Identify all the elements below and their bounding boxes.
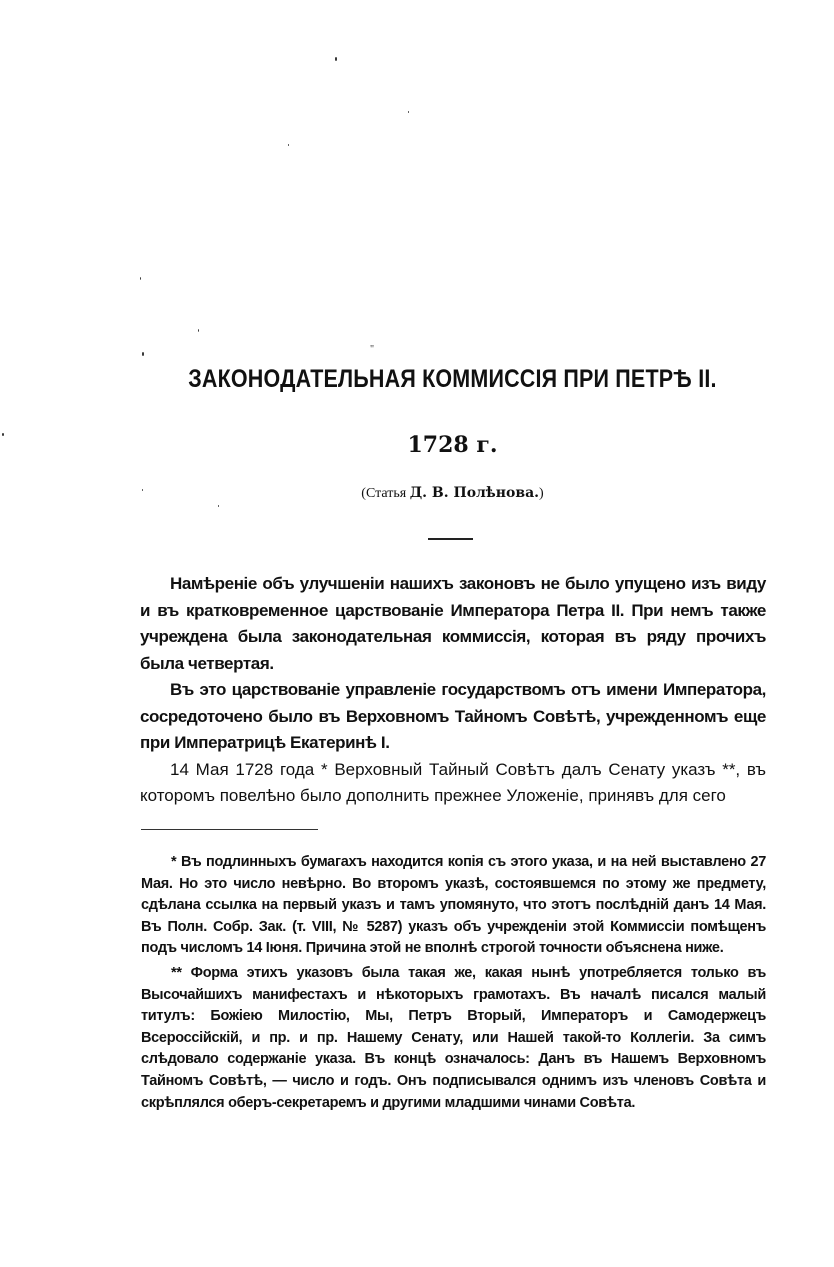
year-heading: 1728 г.	[407, 432, 498, 458]
paragraph: 14 Мая 1728 года * Верховный Тайный Совѣтъ далъ Сенату указъ **, въ которомъ повелѣно было дополнить прежнее Уложеніе, принявъ для сего	[140, 759, 766, 805]
scan-speck	[142, 352, 144, 356]
scan-speck	[2, 433, 4, 436]
scan-speck	[218, 505, 219, 507]
footnotes	[141, 852, 766, 1117]
page-title: ЗАКОНОДАТЕЛЬНАЯ КОММИССІЯ ПРИ ПЕТРѢ II.	[188, 365, 717, 393]
scan-speck	[335, 57, 337, 61]
scan-speck	[140, 277, 141, 280]
paragraph: Въ это царствованіе управленіе государствомъ отъ имени Императора, сосредоточено было въ Верховномъ Тайномъ Совѣтѣ, учрежденномъ еще при Императрицѣ Екатеринѣ I.	[140, 680, 766, 752]
footnote-divider	[141, 829, 318, 830]
scan-speck	[288, 144, 289, 146]
footnote: ** Форма этихъ указовъ была такая же, какая нынѣ употребляется только въ Высочайшихъ манифестахъ и нѣкоторыхъ грамотахъ. Въ началѣ писался малый титулъ: Божіею Милостію, Мы, Петръ Вторый, Императоръ и Самодержецъ Всероссійскій, и пр. и пр. Нашему Сенату, или Нашей такой-то Коллегіи. За симъ слѣдовало содержаніе указа. Въ концѣ означалось: Данъ въ Нашемъ Верховномъ Тайномъ Совѣтѣ, — число и годъ. Онъ подписывался однимъ изъ членовъ Совѣта и скрѣплялся оберъ-секретаремъ и другими младшими чинами Совѣта.	[141, 964, 766, 1111]
section-divider	[428, 538, 473, 540]
byline-suffix: )	[539, 486, 544, 501]
scan-speck	[198, 329, 199, 332]
author-byline	[140, 485, 765, 502]
body-text	[140, 571, 766, 810]
title-mark: "	[370, 344, 375, 355]
byline-author: Д. В. Полѣнова.	[409, 485, 540, 501]
paragraph: Намѣреніе объ улучшеніи нашихъ законовъ не было упущено изъ виду и въ кратковременное царствованіе Императора Петра II. При немъ также учреждена была законодательная коммиссія, которая въ ряду прочихъ была четвертая.	[140, 574, 766, 673]
scan-speck	[408, 111, 409, 113]
footnote: * Въ подлинныхъ бумагахъ находится копія съ этого указа, и на ней выставлено 27 Мая. Но это число невѣрно. Во второмъ указѣ, состоявшемся по этому же предмету, сдѣлана ссылка на первый указъ и тамъ упомянуто, что этотъ послѣдній данъ 14 Мая. Въ Полн. Собр. Зак. (т. VIII, № 5287) указъ объ учрежденіи этой Коммиссіи помѣщенъ подъ числомъ 14 Іюня. Причина этой не вполнѣ строгой точности объяснена ниже.	[141, 854, 766, 957]
byline-prefix: (Статья	[361, 486, 407, 501]
